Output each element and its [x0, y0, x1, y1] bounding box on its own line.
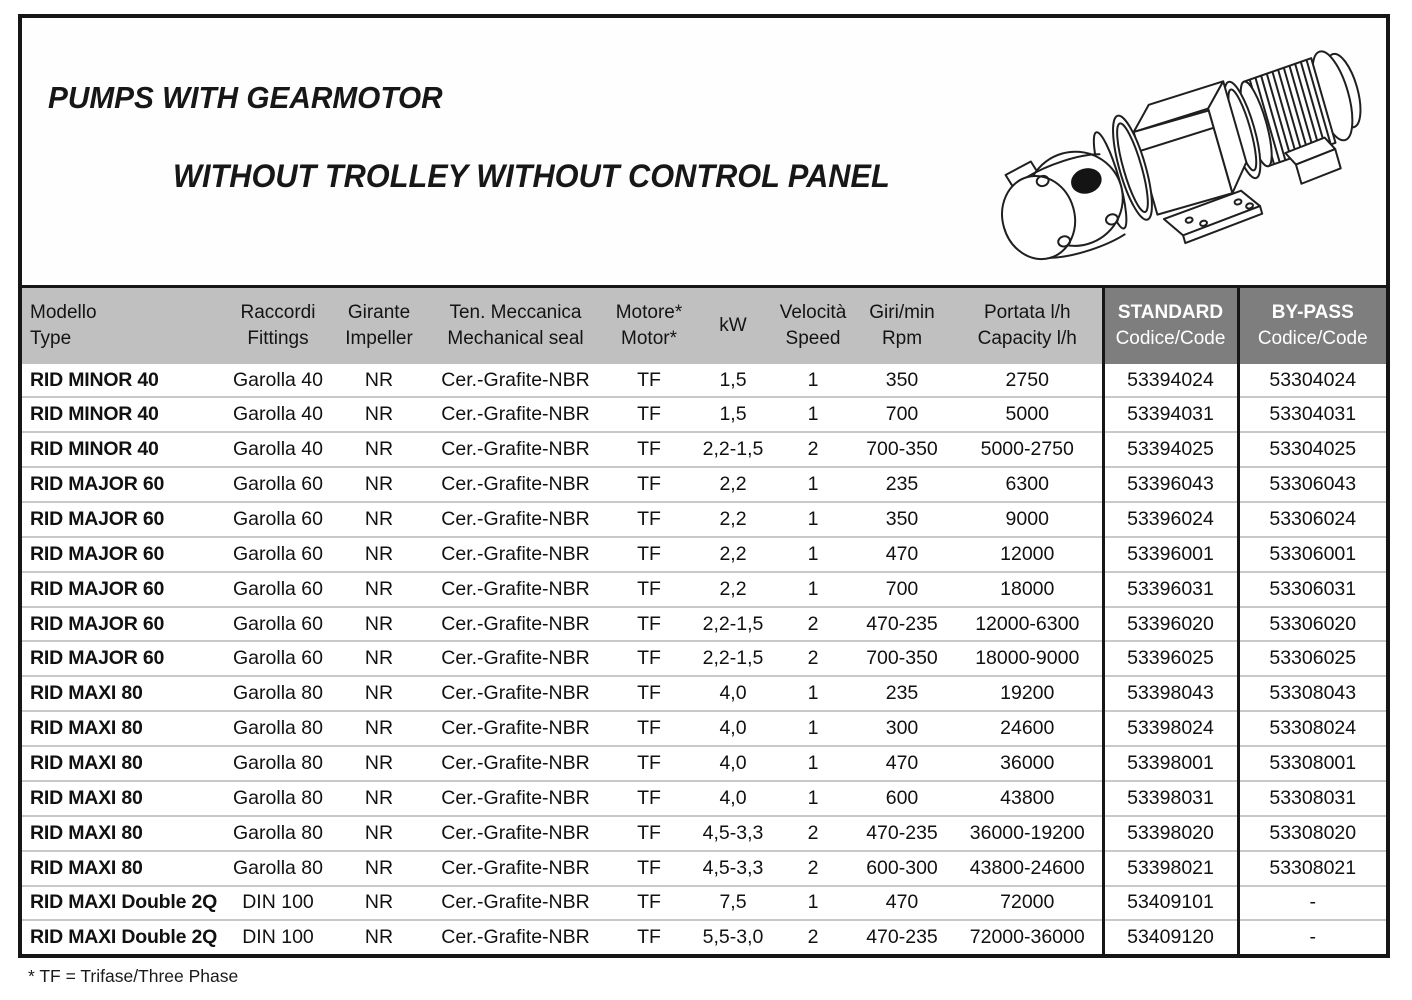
cell-kw: 2,2-1,5 — [691, 432, 775, 467]
cell-model: RID MAXI 80 — [22, 781, 222, 816]
cell-seal: Cer.-Grafite-NBR — [424, 572, 607, 607]
cell-impeller: NR — [334, 781, 424, 816]
cell-bypass: 53308031 — [1238, 781, 1386, 816]
cell-standard: 53394024 — [1103, 364, 1238, 397]
cell-bypass: 53304025 — [1238, 432, 1386, 467]
table-row — [22, 432, 1386, 467]
cell-model: RID MAXI 80 — [22, 711, 222, 746]
table-row — [22, 886, 1386, 921]
cell-standard: 53398021 — [1103, 851, 1238, 886]
cell-bypass: 53308043 — [1238, 676, 1386, 711]
cell-model: RID MAJOR 60 — [22, 537, 222, 572]
cell-seal: Cer.-Grafite-NBR — [424, 467, 607, 502]
cell-bypass: - — [1238, 920, 1386, 954]
cell-speed: 2 — [775, 641, 851, 676]
cell-kw: 1,5 — [691, 397, 775, 432]
cell-motor: TF — [607, 711, 691, 746]
cell-standard: 53396001 — [1103, 537, 1238, 572]
cell-bypass: 53304024 — [1238, 364, 1386, 397]
cell-capacity: 43800 — [953, 781, 1103, 816]
cell-motor: TF — [607, 641, 691, 676]
cell-kw: 4,0 — [691, 781, 775, 816]
table-row — [22, 746, 1386, 781]
cell-speed: 2 — [775, 920, 851, 954]
col-header-model: Modello Type — [22, 287, 222, 365]
cell-bypass: 53308021 — [1238, 851, 1386, 886]
cell-standard: 53396024 — [1103, 502, 1238, 537]
cell-rpm: 350 — [851, 502, 953, 537]
cell-seal: Cer.-Grafite-NBR — [424, 502, 607, 537]
col-header-rpm: Giri/min Rpm — [851, 287, 953, 365]
cell-bypass: - — [1238, 886, 1386, 921]
cell-rpm: 350 — [851, 364, 953, 397]
cell-impeller: NR — [334, 920, 424, 954]
cell-seal: Cer.-Grafite-NBR — [424, 641, 607, 676]
cell-capacity: 12000-6300 — [953, 607, 1103, 642]
cell-fittings: Garolla 40 — [222, 397, 334, 432]
tf-footnote: * TF = Trifase/Three Phase — [28, 966, 239, 986]
cell-rpm: 470-235 — [851, 816, 953, 851]
cell-kw: 2,2 — [691, 572, 775, 607]
cell-motor: TF — [607, 537, 691, 572]
cell-impeller: NR — [334, 886, 424, 921]
col-header-capacity: Portata l/h Capacity l/h — [953, 287, 1103, 365]
cell-speed: 1 — [775, 502, 851, 537]
col-header-motor: Motore* Motor* — [607, 287, 691, 365]
table-body — [22, 364, 1386, 954]
pump-gearmotor-illustration — [978, 20, 1382, 284]
cell-impeller: NR — [334, 641, 424, 676]
table-row — [22, 502, 1386, 537]
col-header-kw: kW — [691, 287, 775, 365]
cell-speed: 2 — [775, 432, 851, 467]
spec-table — [22, 285, 1386, 954]
cell-fittings: Garolla 60 — [222, 641, 334, 676]
cell-model: RID MINOR 40 — [22, 397, 222, 432]
cell-motor: TF — [607, 920, 691, 954]
cell-standard: 53396020 — [1103, 607, 1238, 642]
cell-impeller: NR — [334, 607, 424, 642]
col-header-fittings: Raccordi Fittings — [222, 287, 334, 365]
cell-bypass: 53306020 — [1238, 607, 1386, 642]
cell-speed: 1 — [775, 467, 851, 502]
cell-bypass: 53306031 — [1238, 572, 1386, 607]
cell-fittings: DIN 100 — [222, 886, 334, 921]
cell-capacity: 6300 — [953, 467, 1103, 502]
cell-speed: 1 — [775, 711, 851, 746]
cell-model: RID MINOR 40 — [22, 364, 222, 397]
cell-motor: TF — [607, 467, 691, 502]
cell-bypass: 53306024 — [1238, 502, 1386, 537]
cell-rpm: 700-350 — [851, 432, 953, 467]
cell-speed: 1 — [775, 537, 851, 572]
cell-fittings: Garolla 80 — [222, 676, 334, 711]
cell-seal: Cer.-Grafite-NBR — [424, 537, 607, 572]
cell-motor: TF — [607, 432, 691, 467]
cell-speed: 1 — [775, 572, 851, 607]
cell-model: RID MINOR 40 — [22, 432, 222, 467]
cell-bypass: 53306043 — [1238, 467, 1386, 502]
cell-speed: 1 — [775, 364, 851, 397]
table-row — [22, 572, 1386, 607]
cell-motor: TF — [607, 397, 691, 432]
cell-kw: 2,2-1,5 — [691, 607, 775, 642]
cell-motor: TF — [607, 607, 691, 642]
table-row — [22, 920, 1386, 954]
cell-standard: 53394025 — [1103, 432, 1238, 467]
cell-kw: 4,0 — [691, 746, 775, 781]
cell-rpm: 470-235 — [851, 920, 953, 954]
cell-capacity: 72000 — [953, 886, 1103, 921]
cell-standard: 53396043 — [1103, 467, 1238, 502]
cell-capacity: 36000 — [953, 746, 1103, 781]
table-row — [22, 607, 1386, 642]
cell-motor: TF — [607, 676, 691, 711]
col-header-bypass-code: BY-PASS Codice/Code — [1238, 287, 1386, 365]
cell-rpm: 470 — [851, 886, 953, 921]
cell-standard: 53398020 — [1103, 816, 1238, 851]
cell-kw: 2,2 — [691, 537, 775, 572]
cell-impeller: NR — [334, 502, 424, 537]
cell-speed: 1 — [775, 781, 851, 816]
table-row — [22, 816, 1386, 851]
cell-rpm: 700 — [851, 397, 953, 432]
cell-impeller: NR — [334, 711, 424, 746]
cell-bypass: 53306025 — [1238, 641, 1386, 676]
cell-seal: Cer.-Grafite-NBR — [424, 607, 607, 642]
cell-capacity: 2750 — [953, 364, 1103, 397]
cell-impeller: NR — [334, 537, 424, 572]
col-header-speed: Velocità Speed — [775, 287, 851, 365]
cell-model: RID MAJOR 60 — [22, 502, 222, 537]
page-title: PUMPS WITH GEARMOTOR — [48, 80, 443, 115]
cell-rpm: 700 — [851, 572, 953, 607]
cell-kw: 2,2 — [691, 502, 775, 537]
cell-capacity: 19200 — [953, 676, 1103, 711]
cell-kw: 1,5 — [691, 364, 775, 397]
cell-standard: 53398031 — [1103, 781, 1238, 816]
cell-model: RID MAXI Double 2Q — [22, 886, 222, 921]
table-row — [22, 364, 1386, 397]
cell-model: RID MAJOR 60 — [22, 467, 222, 502]
table-header — [22, 287, 1386, 365]
cell-standard: 53409101 — [1103, 886, 1238, 921]
cell-seal: Cer.-Grafite-NBR — [424, 711, 607, 746]
cell-kw: 4,0 — [691, 676, 775, 711]
cell-rpm: 470-235 — [851, 607, 953, 642]
cell-impeller: NR — [334, 572, 424, 607]
cell-model: RID MAXI 80 — [22, 746, 222, 781]
cell-fittings: Garolla 60 — [222, 502, 334, 537]
cell-motor: TF — [607, 364, 691, 397]
cell-bypass: 53308001 — [1238, 746, 1386, 781]
cell-speed: 1 — [775, 886, 851, 921]
cell-capacity: 43800-24600 — [953, 851, 1103, 886]
cell-motor: TF — [607, 572, 691, 607]
page-subtitle: WITHOUT TROLLEY WITHOUT CONTROL PANEL — [173, 158, 890, 194]
cell-fittings: Garolla 60 — [222, 607, 334, 642]
table-row — [22, 397, 1386, 432]
cell-impeller: NR — [334, 676, 424, 711]
cell-fittings: Garolla 60 — [222, 467, 334, 502]
table-row — [22, 676, 1386, 711]
cell-seal: Cer.-Grafite-NBR — [424, 397, 607, 432]
table-row — [22, 641, 1386, 676]
cell-model: RID MAXI 80 — [22, 676, 222, 711]
cell-speed: 2 — [775, 816, 851, 851]
table-row — [22, 711, 1386, 746]
table-row — [22, 537, 1386, 572]
col-header-seal: Ten. Meccanica Mechanical seal — [424, 287, 607, 365]
cell-impeller: NR — [334, 851, 424, 886]
cell-kw: 4,5-3,3 — [691, 816, 775, 851]
cell-capacity: 18000 — [953, 572, 1103, 607]
cell-fittings: Garolla 40 — [222, 432, 334, 467]
cell-standard: 53396025 — [1103, 641, 1238, 676]
cell-motor: TF — [607, 816, 691, 851]
cell-seal: Cer.-Grafite-NBR — [424, 781, 607, 816]
table-row — [22, 851, 1386, 886]
cell-fittings: Garolla 80 — [222, 711, 334, 746]
cell-rpm: 470 — [851, 537, 953, 572]
cell-fittings: Garolla 60 — [222, 537, 334, 572]
cell-standard: 53409120 — [1103, 920, 1238, 954]
cell-capacity: 72000-36000 — [953, 920, 1103, 954]
cell-standard: 53396031 — [1103, 572, 1238, 607]
cell-kw: 4,5-3,3 — [691, 851, 775, 886]
cell-model: RID MAXI 80 — [22, 816, 222, 851]
cell-capacity: 24600 — [953, 711, 1103, 746]
cell-rpm: 300 — [851, 711, 953, 746]
cell-speed: 1 — [775, 676, 851, 711]
cell-model: RID MAJOR 60 — [22, 572, 222, 607]
cell-rpm: 470 — [851, 746, 953, 781]
cell-capacity: 5000 — [953, 397, 1103, 432]
cell-seal: Cer.-Grafite-NBR — [424, 364, 607, 397]
cell-impeller: NR — [334, 746, 424, 781]
cell-motor: TF — [607, 746, 691, 781]
cell-seal: Cer.-Grafite-NBR — [424, 920, 607, 954]
page-titles — [48, 80, 920, 195]
cell-kw: 7,5 — [691, 886, 775, 921]
cell-capacity: 9000 — [953, 502, 1103, 537]
cell-rpm: 235 — [851, 467, 953, 502]
cell-speed: 1 — [775, 746, 851, 781]
cell-rpm: 235 — [851, 676, 953, 711]
cell-impeller: NR — [334, 364, 424, 397]
cell-seal: Cer.-Grafite-NBR — [424, 816, 607, 851]
col-header-standard-code: STANDARD Codice/Code — [1103, 287, 1238, 365]
cell-model: RID MAXI Double 2Q — [22, 920, 222, 954]
cell-motor: TF — [607, 781, 691, 816]
cell-fittings: Garolla 80 — [222, 781, 334, 816]
cell-speed: 1 — [775, 397, 851, 432]
cell-fittings: Garolla 80 — [222, 746, 334, 781]
cell-rpm: 700-350 — [851, 641, 953, 676]
cell-capacity: 36000-19200 — [953, 816, 1103, 851]
cell-seal: Cer.-Grafite-NBR — [424, 432, 607, 467]
cell-rpm: 600 — [851, 781, 953, 816]
cell-seal: Cer.-Grafite-NBR — [424, 886, 607, 921]
cell-impeller: NR — [334, 397, 424, 432]
cell-standard: 53398001 — [1103, 746, 1238, 781]
cell-fittings: Garolla 60 — [222, 572, 334, 607]
cell-standard: 53398024 — [1103, 711, 1238, 746]
cell-seal: Cer.-Grafite-NBR — [424, 746, 607, 781]
cell-motor: TF — [607, 851, 691, 886]
table-row — [22, 781, 1386, 816]
cell-motor: TF — [607, 502, 691, 537]
cell-standard: 53398043 — [1103, 676, 1238, 711]
cell-rpm: 600-300 — [851, 851, 953, 886]
cell-bypass: 53308020 — [1238, 816, 1386, 851]
col-header-impeller: Girante Impeller — [334, 287, 424, 365]
cell-fittings: DIN 100 — [222, 920, 334, 954]
cell-speed: 2 — [775, 851, 851, 886]
cell-impeller: NR — [334, 816, 424, 851]
cell-seal: Cer.-Grafite-NBR — [424, 676, 607, 711]
cell-model: RID MAJOR 60 — [22, 641, 222, 676]
cell-motor: TF — [607, 886, 691, 921]
cell-fittings: Garolla 80 — [222, 816, 334, 851]
cell-standard: 53394031 — [1103, 397, 1238, 432]
cell-impeller: NR — [334, 432, 424, 467]
cell-model: RID MAJOR 60 — [22, 607, 222, 642]
cell-seal: Cer.-Grafite-NBR — [424, 851, 607, 886]
cell-bypass: 53304031 — [1238, 397, 1386, 432]
cell-kw: 2,2-1,5 — [691, 641, 775, 676]
cell-model: RID MAXI 80 — [22, 851, 222, 886]
cell-bypass: 53306001 — [1238, 537, 1386, 572]
cell-fittings: Garolla 80 — [222, 851, 334, 886]
cell-capacity: 18000-9000 — [953, 641, 1103, 676]
cell-impeller: NR — [334, 467, 424, 502]
table-row — [22, 467, 1386, 502]
cell-kw: 5,5-3,0 — [691, 920, 775, 954]
cell-fittings: Garolla 40 — [222, 364, 334, 397]
cell-kw: 4,0 — [691, 711, 775, 746]
cell-capacity: 5000-2750 — [953, 432, 1103, 467]
cell-capacity: 12000 — [953, 537, 1103, 572]
cell-bypass: 53308024 — [1238, 711, 1386, 746]
page-frame — [18, 14, 1390, 958]
cell-speed: 2 — [775, 607, 851, 642]
cell-kw: 2,2 — [691, 467, 775, 502]
